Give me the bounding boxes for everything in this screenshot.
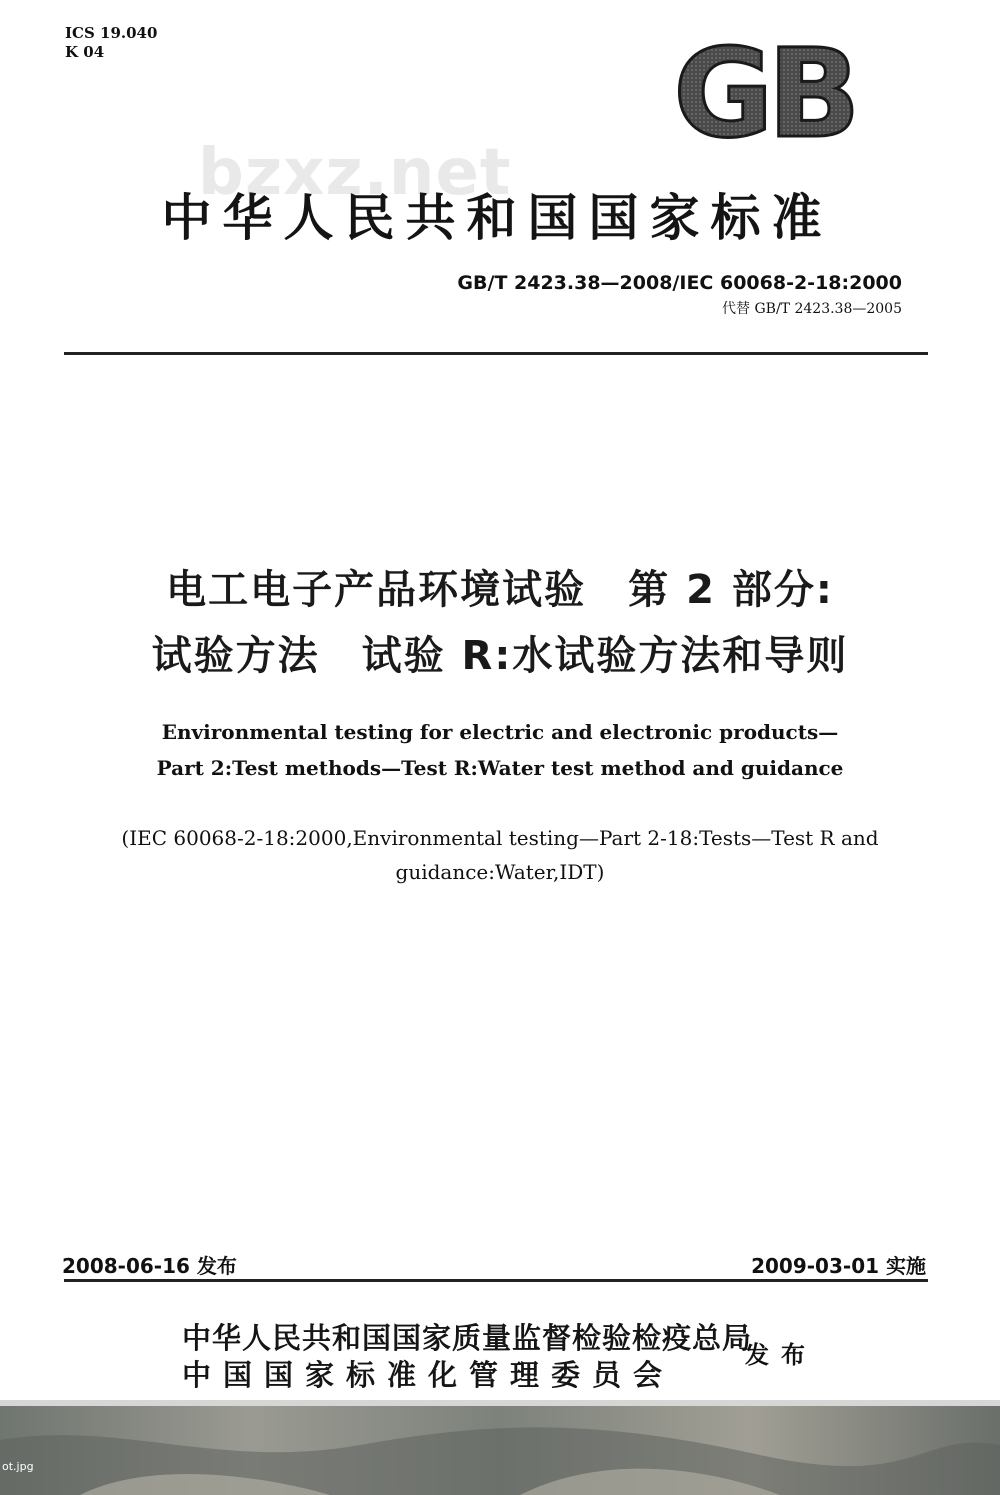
standard-number: GB/T 2423.38—2008/IEC 60068-2-18:2000 (457, 272, 902, 294)
publish-label: 发布 (745, 1341, 817, 1369)
supersedes-note: 代替 GB/T 2423.38—2005 (722, 301, 902, 317)
watermark: bzxz.net (198, 136, 512, 210)
class-code: K 04 (65, 43, 105, 61)
iec-reference-line-2: guidance:Water,IDT) (395, 860, 605, 884)
chinese-title-line-1: 电工电子产品环境试验 第 2 部分: (166, 567, 834, 613)
issue-date: 2008-06-16 发布 (62, 1254, 237, 1278)
chinese-title-line-2: 试验方法 试验 R:水试验方法和导则 (151, 633, 849, 679)
ics-code: ICS 19.040 (65, 24, 158, 42)
bottom-divider (64, 1279, 928, 1282)
publisher-sac: 中国国家标准化管理委员会 (182, 1358, 675, 1392)
classification-codes (65, 24, 157, 62)
iec-reference-line-1: (IEC 60068-2-18:2000,Environmental testing—Part 2-18:Tests—Test R and (121, 826, 879, 850)
publisher-aqsiq: 中华人民共和国国家质量监督检验检疫总局 (182, 1321, 753, 1355)
gb-logo (662, 40, 867, 145)
background-photo-strip (0, 1400, 1000, 1495)
gb-logo-text: GB (673, 40, 855, 145)
english-title-line-2: Part 2:Test methods—Test R:Water test method and guidance (156, 756, 844, 780)
top-divider (64, 352, 928, 355)
english-title-line-1: Environmental testing for electric and electronic products— (161, 720, 839, 744)
implementation-date: 2009-03-01 实施 (751, 1254, 926, 1278)
national-standard-title: 中华人民共和国国家标准 (161, 189, 833, 247)
file-label: ot.jpg (2, 1460, 34, 1473)
